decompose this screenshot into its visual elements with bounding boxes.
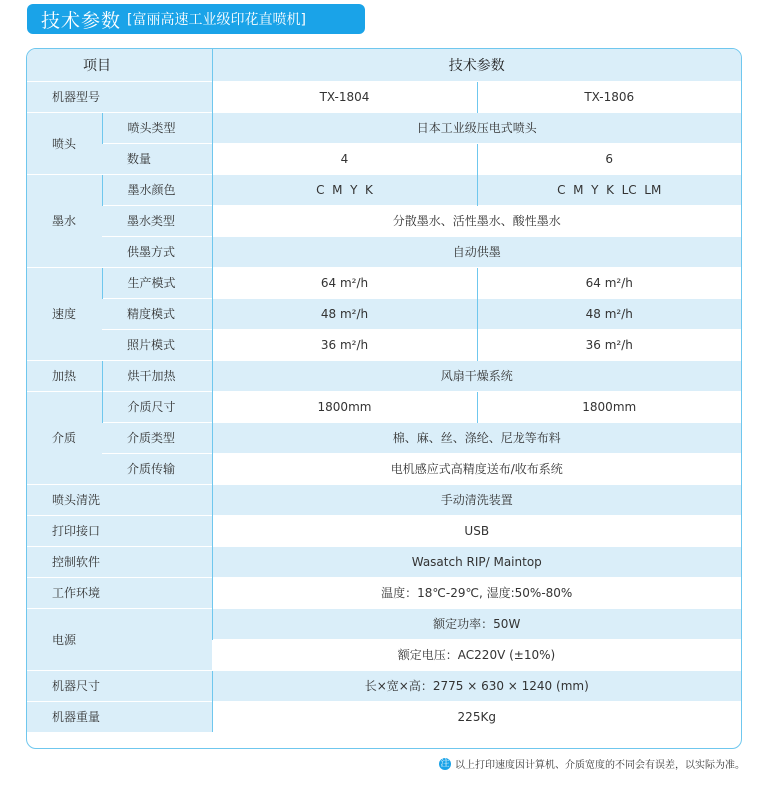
footnote: [439, 756, 745, 771]
table-row: [27, 298, 741, 329]
row-label-cleaning: 喷头清洗: [27, 484, 212, 515]
size-value: 长×宽×高：2775 × 630 × 1240 (mm): [212, 670, 741, 701]
table-row: [27, 112, 741, 143]
table-row: [27, 143, 741, 174]
header-spec: 技术参数: [212, 49, 741, 81]
power-voltage: 额定电压：AC220V (±10%): [212, 639, 741, 670]
row-label-ink-color: 墨水颜色: [102, 174, 212, 205]
cleaning-value: 手动清洗装置: [212, 484, 741, 515]
software-value: Wasatch RIP/ Maintop: [212, 546, 741, 577]
header-item: 项目: [27, 49, 212, 81]
table-row: [27, 701, 741, 732]
row-label-ink-supply: 供墨方式: [102, 236, 212, 267]
speed-fine-a: 48 m²/h: [212, 298, 477, 329]
table-row: [27, 329, 741, 360]
heating-value: 风扇干燥系统: [212, 360, 741, 391]
speed-prod-b: 64 m²/h: [477, 267, 741, 298]
nozzle-count-a: 4: [212, 143, 477, 174]
speed-photo-a: 36 m²/h: [212, 329, 477, 360]
row-label-software: 控制软件: [27, 546, 212, 577]
row-label-media-type: 介质类型: [102, 422, 212, 453]
section-title-bar: [27, 4, 365, 34]
row-label-size: 机器尺寸: [27, 670, 212, 701]
group-heating: 加热: [27, 360, 102, 391]
row-label-speed-photo: 照片模式: [102, 329, 212, 360]
section-title: 技术参数: [41, 9, 122, 32]
row-label-nozzle-count: 数量: [102, 143, 212, 174]
speed-fine-b: 48 m²/h: [477, 298, 741, 329]
row-label-speed-fine: 精度模式: [102, 298, 212, 329]
media-size-a: 1800mm: [212, 391, 477, 422]
interface-value: USB: [212, 515, 741, 546]
table-row: [27, 453, 741, 484]
table-row: [27, 81, 741, 112]
row-label-model: 机器型号: [27, 81, 212, 112]
nozzle-count-b: 6: [477, 143, 741, 174]
note-icon: 注: [440, 758, 450, 769]
spec-table: [26, 48, 742, 749]
table-row: [27, 205, 741, 236]
ink-color-a: C M Y K: [212, 174, 477, 205]
row-label-weight: 机器重量: [27, 701, 212, 732]
row-label-nozzle-type: 喷头类型: [102, 112, 212, 143]
table-header-row: [27, 49, 741, 81]
table-row: [27, 391, 741, 422]
table-row: [27, 515, 741, 546]
group-ink: 墨水: [27, 174, 102, 267]
group-media: 介质: [27, 391, 102, 484]
table-row: [27, 577, 741, 608]
weight-value: 225Kg: [212, 701, 741, 732]
row-label-env: 工作环境: [27, 577, 212, 608]
media-transport-value: 电机感应式高精度送布/收布系统: [212, 453, 741, 484]
row-label-power: 电源: [27, 608, 212, 670]
ink-supply-value: 自动供墨: [212, 236, 741, 267]
speed-photo-b: 36 m²/h: [477, 329, 741, 360]
row-label-speed-prod: 生产模式: [102, 267, 212, 298]
media-type-value: 棉、麻、丝、涤纶、尼龙等布料: [212, 422, 741, 453]
env-value: 温度：18℃-29℃, 湿度:50%-80%: [212, 577, 741, 608]
group-speed: 速度: [27, 267, 102, 360]
row-label-interface: 打印接口: [27, 515, 212, 546]
table-row: [27, 608, 741, 639]
speed-prod-a: 64 m²/h: [212, 267, 477, 298]
power-rating: 额定功率：50W: [212, 608, 741, 639]
table-row: [27, 236, 741, 267]
table-row: [27, 267, 741, 298]
model-a: TX-1804: [212, 81, 477, 112]
table-row: [27, 360, 741, 391]
nozzle-type-value: 日本工业级压电式喷头: [212, 112, 741, 143]
table-row: [27, 422, 741, 453]
section-subtitle: [富丽高速工业级印花直喷机]: [127, 12, 306, 28]
footnote-text: 以上打印速度因计算机、介质宽度的不同会有误差，以实际为准。: [455, 760, 745, 771]
table-row: [27, 670, 741, 701]
ink-color-b: C M Y K LC LM: [477, 174, 741, 205]
table-row: [27, 484, 741, 515]
ink-type-value: 分散墨水、活性墨水、酸性墨水: [212, 205, 741, 236]
table-row: [27, 546, 741, 577]
row-label-media-transport: 介质传输: [102, 453, 212, 484]
row-label-media-size: 介质尺寸: [102, 391, 212, 422]
media-size-b: 1800mm: [477, 391, 741, 422]
model-b: TX-1806: [477, 81, 741, 112]
row-label-heating: 烘干加热: [102, 360, 212, 391]
row-label-ink-type: 墨水类型: [102, 205, 212, 236]
table-row: [27, 174, 741, 205]
group-nozzle: 喷头: [27, 112, 102, 174]
